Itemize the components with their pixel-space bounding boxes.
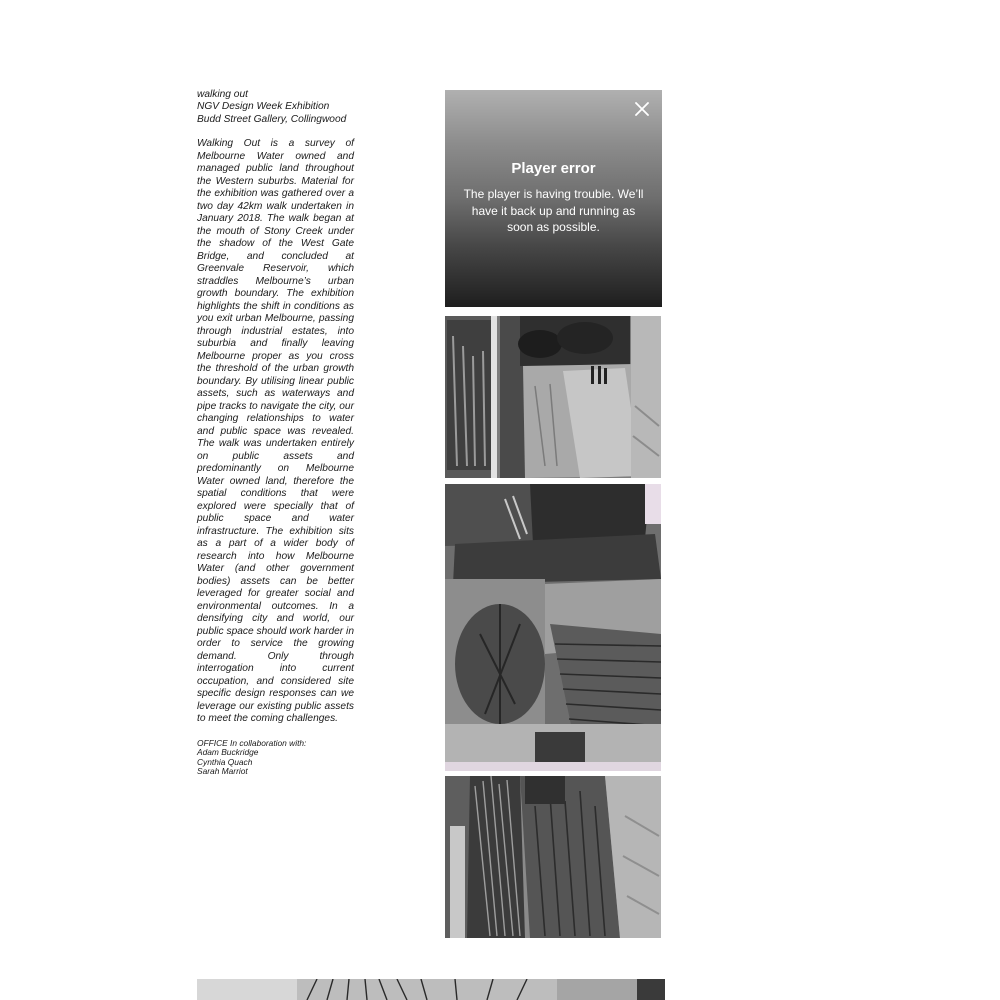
player-error-title: Player error — [511, 160, 596, 177]
exhibition-photo-grasses — [445, 776, 661, 938]
exhibition-photo-walkway — [445, 316, 661, 478]
exhibition-photo-banner — [197, 979, 665, 1000]
credits-heading: OFFICE In collaboration with: — [197, 737, 307, 748]
exhibition-venue: Budd Street Gallery, Collingwood — [197, 113, 347, 125]
close-icon[interactable] — [632, 99, 652, 119]
project-text-column — [197, 89, 354, 776]
credit-name: Cynthia Quach — [197, 756, 253, 767]
player-error-message: The player is having trouble. We’ll have it back up and running as soon as possible. — [463, 187, 644, 234]
project-title: walking out — [197, 89, 248, 100]
project-header — [197, 89, 354, 126]
credit-name: Sarah Marriot — [197, 765, 248, 776]
exhibition-photo-boardwalk — [445, 484, 661, 771]
credit-name: Adam Buckridge — [197, 747, 259, 758]
exhibition-name: NGV Design Week Exhibition — [197, 101, 330, 113]
project-description: Walking Out is a survey of Melbourne Water owned and managed public land throughout the Western suburbs. Material for the exhibition was gathered over a two day 42km walk undertaken in January 2018. The walk began at the mouth of Stony Creek under the shadow of the West Gate Bridge, and concluded at Greenvale Reservoir, which straddles Melbourne’s urban growth boundary. The exhibition highlights the shift in conditions as you exit urban Melbourne, passing through industrial estates, into suburbia and finally leaving Melbourne proper as you cross the threshold of the urban growth boundary. By utilising linear public assets, such as waterways and pipe tracks to navigate the city, our changing relationships to water and public space was revealed. The walk was undertaken entirely on public assets and predominantly on Melbourne Water owned land, therefore the spatial conditions that were explored were specially that of public space and water infrastructure. The exhibition sits as a part of a wider body of research into how Melbourne Water (and other government bodies) assets can be better leveraged for greater social and environmental outcomes. In a densifying city and world, our public space should work harder in order to service the growing demand. Only through interrogation into current occupation, and considered site specific design responses can we leverage our existing public assets to meet the coming challenges. — [197, 138, 354, 725]
video-player[interactable] — [445, 90, 662, 307]
project-credits — [197, 739, 354, 777]
